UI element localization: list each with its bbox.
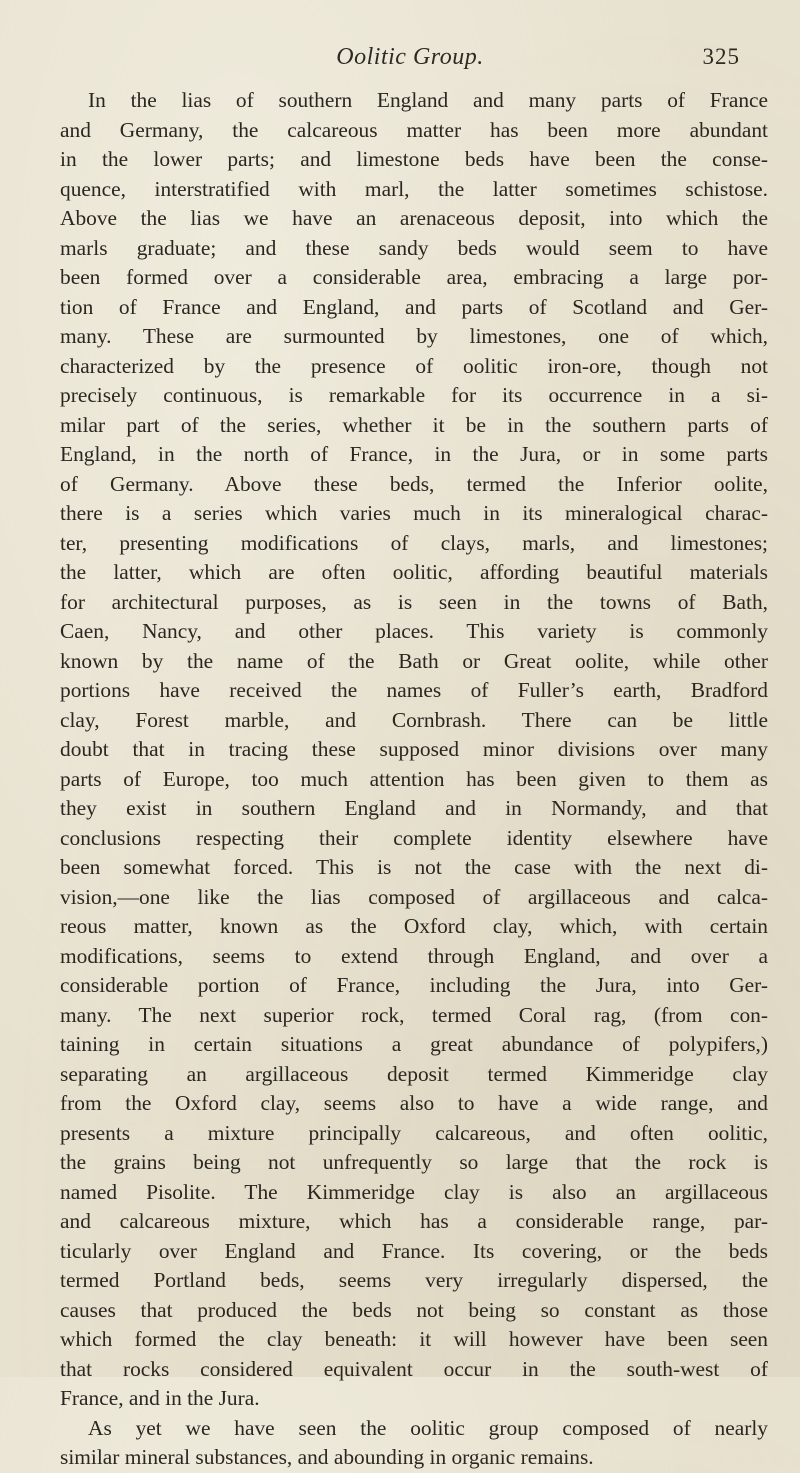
paragraph-2 (60, 1414, 768, 1473)
text-line: which formed the clay beneath: it will however have been seen (60, 1327, 768, 1351)
text-line: In the lias of southern England and many parts of France (88, 88, 768, 112)
text-line: portions have received the names of Fuller’s earth, Bradford (60, 678, 768, 702)
text-line: that rocks considered equivalent occur in the south-west of (60, 1356, 768, 1381)
text-line: they exist in southern England and in Normandy, and that (60, 796, 768, 820)
text-line: and Germany, the calcareous matter has been more abundant (60, 117, 768, 142)
text-line: conclusions respecting their complete identity elsewhere have (60, 825, 768, 850)
text-line: similar mineral substances, and abounding in organic remains. (60, 1445, 594, 1469)
text-line: England, in the north of France, in the Jura, or in some parts (60, 442, 768, 466)
text-line: vision,—one like the lias composed of argillaceous and calca- (60, 884, 768, 909)
text-line: Above the lias we have an arenaceous deposit, into which the (60, 206, 768, 230)
text-line: for architectural purposes, as is seen in the towns of Bath, (60, 589, 768, 614)
text-line: considerable portion of France, including the Jura, into Ger- (60, 973, 768, 997)
text-line: been formed over a considerable area, embracing a large por- (60, 265, 768, 289)
text-line: been somewhat forced. This is not the case with the next di- (60, 855, 768, 879)
text-line: the grains being not unfrequently so large that the rock is (60, 1150, 768, 1174)
text-line: France, and in the Jura. (60, 1386, 260, 1410)
text-line: separating an argillaceous deposit termed Kimmeridge clay (60, 1061, 768, 1086)
body-text (60, 86, 768, 1473)
running-head (60, 44, 760, 74)
text-line: presents a mixture principally calcareous, and often oolitic, (60, 1120, 768, 1145)
text-line: termed Portland beds, seems very irregularly dispersed, the (60, 1268, 768, 1292)
text-line: there is a series which varies much in its mineralogical charac- (60, 501, 768, 525)
text-line: quence, interstratified with marl, the latter sometimes schistose. (60, 176, 768, 201)
text-line: modifications, seems to extend through England, and over a (60, 943, 768, 968)
page-number: 325 (702, 44, 740, 69)
text-line: doubt that in tracing these supposed minor divisions over many (60, 737, 768, 761)
text-line: the latter, which are often oolitic, affording beautiful materials (60, 560, 768, 584)
text-line: of Germany. Above these beds, termed the Inferior oolite, (60, 471, 768, 496)
text-line: ticularly over England and France. Its covering, or the beds (60, 1238, 768, 1263)
text-line: As yet we have seen the oolitic group composed of nearly (88, 1415, 768, 1440)
text-line: characterized by the presence of oolitic iron-ore, though not (60, 353, 768, 378)
text-line: from the Oxford clay, seems also to have a wide range, and (60, 1091, 768, 1115)
text-line: marls graduate; and these sandy beds would seem to have (60, 235, 768, 260)
text-line: Caen, Nancy, and other places. This variety is commonly (60, 619, 768, 643)
text-line: and calcareous mixture, which has a considerable range, par- (60, 1209, 768, 1233)
text-line: ter, presenting modifications of clays, marls, and limestones; (60, 530, 768, 555)
text-line: in the lower parts; and limestone beds have been the conse- (60, 147, 768, 171)
running-title: Oolitic Group. (336, 44, 484, 70)
text-line: clay, Forest marble, and Cornbrash. There can be little (60, 707, 768, 732)
text-line: named Pisolite. The Kimmeridge clay is also an argillaceous (60, 1179, 768, 1204)
text-line: milar part of the series, whether it be in the southern parts of (60, 412, 768, 437)
text-line: many. These are surmounted by limestones, one of which, (60, 324, 768, 348)
text-line: reous matter, known as the Oxford clay, which, with certain (60, 914, 768, 938)
text-line: taining in certain situations a great abundance of polypifers,) (60, 1032, 768, 1056)
text-line: precisely continuous, is remarkable for its occurrence in a si- (60, 383, 768, 407)
text-line: parts of Europe, too much attention has been given to them as (60, 766, 768, 791)
paragraph-1 (60, 86, 768, 1414)
text-line: tion of France and England, and parts of Scotland and Ger- (60, 294, 768, 319)
text-line: known by the name of the Bath or Great oolite, while other (60, 648, 768, 673)
text-line: causes that produced the beds not being so constant as those (60, 1297, 768, 1322)
text-line: many. The next superior rock, termed Coral rag, (from con- (60, 1002, 768, 1027)
